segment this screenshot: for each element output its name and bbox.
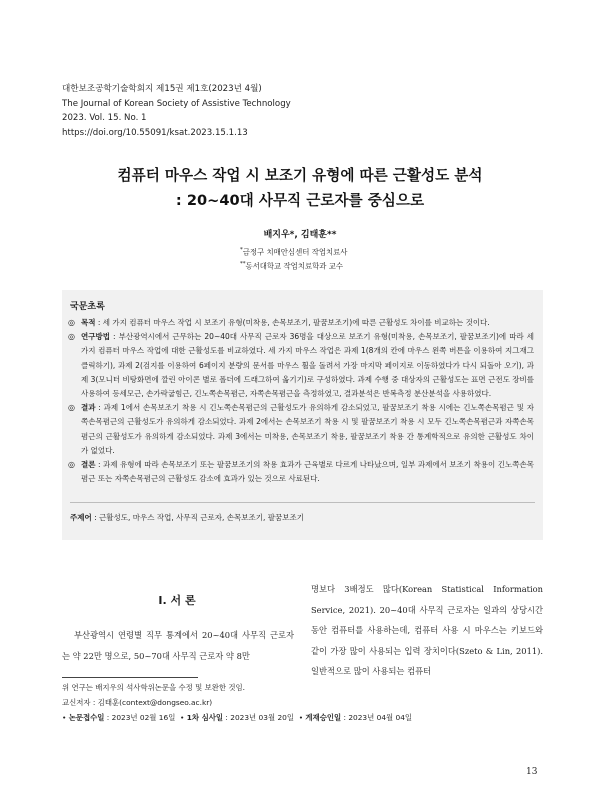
paper-subtitle: : 20~40대 사무직 근로자를 중심으로: [175, 192, 425, 209]
paper-title: 컴퓨터 마우스 작업 시 보조기 유형에 따른 근활성도 분석: [117, 167, 483, 184]
section-heading: I. 서 론: [158, 594, 196, 607]
affiliation-2: **동서대학교 작업치료학과 교수: [240, 261, 344, 271]
bullet-icon: ◎: [68, 460, 75, 470]
journal-volume-kr: 대한보조공학기술학회지 제15권 제1호(2023년 4월): [62, 84, 262, 94]
authors: 배지우*, 김태훈**: [263, 230, 337, 240]
bullet-icon: ◎: [68, 332, 75, 342]
footnote-divider: [62, 677, 198, 678]
footnote-note: 위 연구는 배지우의 석사학위논문을 수정 및 보완한 것임.: [62, 683, 246, 692]
abstract-list: [68, 316, 534, 486]
journal-info: [62, 82, 291, 140]
journal-name-en: The Journal of Korean Society of Assistive Technology: [62, 98, 291, 109]
footnote-dates: • 논문접수일 : 2023년 02월 16일 • 1차 심사일 : 2023년 03월 20일 • 게재승인일 : 2023년 04월 04일: [62, 713, 413, 722]
keywords: 주제어 : 근활성도, 마우스 작업, 사무직 근로자, 손목보조기, 팔꿈보조기: [70, 513, 305, 522]
abstract-heading: 국문초록: [70, 302, 105, 312]
abstract-divider: [70, 502, 535, 503]
page-number: 13: [526, 767, 538, 777]
journal-volume-en: 2023. Vol. 15. No. 1: [62, 113, 147, 123]
abstract-results: ◎ 결과 : 과제 1에서 손목보조기 착용 시 긴노쪽손목폄근의 근활성도가 유의하게 감소되었고, 팔꿈보조기 착용 시에는 긴노쪽손목폄근 및 자쪽손목폄근의 근활성도가 유의하게 감소되었다. 과제 2에서는 손목보조기 착용 시 및 팔꿈보조기 착용 시 모두 긴노쪽손목폄근과 자쪽손목폄근의 근활성도가 유의하게 감소되었다. 과제 3에서는 미착용, 손목보조기 착용, 팔꿈보조기 착용 간 통계학적으로 유의한 근활성도 차이가 없었다.: [68, 403, 534, 455]
body-text-left: 부산광역시 연령별 직무 통계에서 20~40대 사무직 근로자는 약 22만 명으로, 50~70대 사무직 근로자 약 8만: [62, 630, 294, 661]
affiliation-1: *금정구 치매안심센터 작업치료사: [240, 247, 348, 257]
footnote-corresponding: 교신저자 : 김태훈(context@dongseo.ac.kr): [62, 698, 213, 707]
abstract-conclusion: ◎ 결론 : 과제 유형에 따라 손목보조기 또는 팔꿈보조기의 착용 효과가 근육별로 다르게 나타났으며, 일부 과제에서 보조기 착용이 긴노쪽손목폄근 또는 자쪽손목폄근의 근활성도 감소에 효과가 있는 것으로 사료된다.: [68, 460, 534, 484]
abstract-methods: ◎ 연구방법 : 부산광역시에서 근무하는 20~40대 사무직 근로자 36명을 대상으로 보조기 유형(미착용, 손목보조기, 팔꿈보조기)에 따라 세 가지 컴퓨터 마우스 작업에 대한 근활성도를 비교하였다. 세 가지 마우스 작업은 과제 1(8개의 칸에 마우스 왼쪽 버튼을 이용하여 지그재그 클릭하기), 과제 2(검지를 이용하여 6페이지 분량의 문서를 마우스 휠을 돌려서 가장 마지막 페이지로 이동하였다가 다시 되돌아 오기), 과제 3(모니터 비탕화면에 깔린 아이콘 별로 폴더에 드래그하여 옮기기)로 구성하였다. 과제 수행 중 대상자의 근활성도는 표면 근전도 장비를 사용하여 등세모근, 손가락굽힘근, 긴노쪽손목폄근, 자쪽손목폄근을 측정하였고, 결과분석은 반복측정 분산분석을 사용하였다.: [68, 332, 534, 399]
affiliations: [240, 244, 347, 273]
journal-doi[interactable]: https://doi.org/10.55091/ksat.2023.15.1.13: [62, 127, 248, 138]
abstract-purpose: ◎ 목적 : 세 가지 컴퓨터 마우스 작업 시 보조기 유형(미착용, 손목보조기, 팔꿈보조기)에 따른 근활성도 차이를 비교하는 것이다.: [68, 316, 534, 330]
body-text-right: 명보다 3배정도 많다(Korean Statistical Information Service, 2021). 20~40대 사무직 근로자는 일과의 상당시간동안 컴퓨터를 사용하는데, 컴퓨터 사용 시 마우스는 키보드와 같이 가장 많이 사용되는 입력 장치이다(Szeto & Lin, 2011). 일반적으로 많이 사용되는 컴퓨터: [311, 584, 543, 676]
abstract-box: [62, 290, 543, 540]
bullet-icon: ◎: [68, 403, 75, 413]
bullet-icon: ◎: [68, 318, 75, 327]
